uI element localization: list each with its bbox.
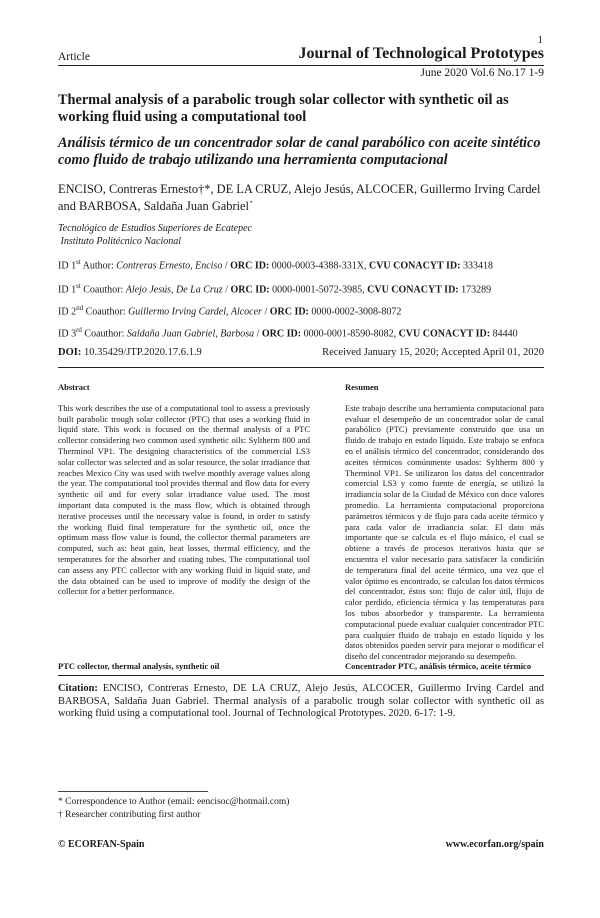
orc-label: ORC ID: xyxy=(269,306,309,318)
section-rule xyxy=(58,367,544,368)
orc-id: 0000-0001-5072-3985 xyxy=(272,284,363,296)
id-role: Coauthor: xyxy=(80,284,126,296)
id-name: Guillermo Irving Cardel, Alcocer xyxy=(128,306,262,318)
resumen-heading: Resumen xyxy=(345,382,379,392)
section-label: Article xyxy=(58,51,90,63)
cvu-label: CVU CONACYT ID: xyxy=(368,260,461,272)
affiliation-2: Instituto Politécnico Nacional xyxy=(58,235,182,247)
id-role: Coauthor: xyxy=(81,328,127,340)
footnote-correspondence: * Correspondence to Author (email: eencisoc@hotmail.com) xyxy=(58,797,290,807)
cvu-id: 173289 xyxy=(461,284,492,296)
doi-value: 10.35429/JTP.2020.17.6.1.9 xyxy=(83,347,202,358)
affiliations xyxy=(58,223,252,248)
resumen-column xyxy=(345,382,544,662)
doi-label: DOI: xyxy=(58,347,82,358)
footnote-researcher: † Researcher contributing first author xyxy=(58,810,201,820)
abstract-column xyxy=(58,382,310,597)
cvu-id: 333418 xyxy=(462,260,493,272)
doi-line xyxy=(58,347,202,358)
id-ordinal-suffix: nd xyxy=(76,304,84,312)
id-ordinal-suffix: st xyxy=(76,258,81,266)
id-role: Coauthor: xyxy=(83,306,129,318)
orc-id: 0000-0001-8590-8082 xyxy=(303,328,394,340)
id-line: ID 2nd Coauthor: Guillermo Irving Cardel, Alcocer / ORC ID: 0000-0002-3008-8072 xyxy=(58,304,402,318)
citation-block xyxy=(58,683,547,721)
keywords-rule xyxy=(58,675,544,676)
orc-id: 0000-0003-4388-331X xyxy=(271,260,364,272)
id-ordinal-suffix: rd xyxy=(76,326,82,334)
keywords-spanish: Concentrador PTC, análisis térmico, aceite térmico xyxy=(345,661,532,671)
cvu-label: CVU CONACYT ID: xyxy=(398,328,491,340)
cvu-id: 84440 xyxy=(492,328,518,340)
title-spanish: Análisis térmico de un concentrador solar de canal parabólico con aceite sintético como fluido de trabajo utilizando una herramienta computacional xyxy=(58,135,541,168)
id-ordinal: 1 xyxy=(71,260,77,272)
orc-id: 0000-0002-3008-8072 xyxy=(311,306,402,318)
footnote-rule xyxy=(58,791,208,792)
website-link[interactable]: www.ecorfan.org/spain xyxy=(445,839,544,850)
orc-label: ORC ID: xyxy=(230,260,270,272)
received-dates: Received January 15, 2020; Accepted April 01, 2020 xyxy=(322,347,544,358)
orc-label: ORC ID: xyxy=(230,284,270,296)
page-number: 1 xyxy=(537,34,543,46)
journal-name: Journal of Technological Prototypes xyxy=(298,45,544,62)
id-ordinal: 3 xyxy=(71,328,77,340)
id-name: Saldaña Juan Gabriel, Barbosa xyxy=(126,328,255,340)
orc-label: ORC ID: xyxy=(261,328,302,340)
id-role: Author: xyxy=(80,260,117,272)
id-line: ID 3rd Coauthor: Saldaña Juan Gabriel, Barbosa / ORC ID: 0000-0001-8590-8082, CVU CONACYT ID: 84440 xyxy=(58,326,518,340)
abstract-heading: Abstract xyxy=(58,382,90,392)
id-ordinal: 2 xyxy=(71,306,77,318)
id-ordinal: 1 xyxy=(71,284,77,296)
cvu-label: CVU CONACYT ID: xyxy=(367,284,459,296)
id-name: Contreras Ernesto, Enciso xyxy=(116,260,223,272)
affiliation-1: Tecnológico de Estudios Superiores de Ecatepec xyxy=(58,223,252,234)
author-list: ENCISO, Contreras Ernesto†*, DE LA CRUZ, Alejo Jesús, ALCOCER, Guillermo Irving Cardel and BARBOSA, Saldaña Juan Gabriel´ xyxy=(58,182,541,213)
citation-label: Citation: xyxy=(58,683,98,694)
citation-text: ENCISO, Contreras Ernesto, DE LA CRUZ, Alejo Jesús, ALCOCER, Guillermo Irving Cardel and BARBOSA, Saldaña Juan Gabriel. Thermal analysis of a parabolic trough solar collector with synthetic oil as working fluid using a computational tool. Journal of Technological Prototypes. 2020. 6-17: 1-9. xyxy=(58,683,547,720)
issue-info: June 2020 Vol.6 No.17 1-9 xyxy=(420,67,544,79)
resumen-text: Este trabajo describe una herramienta computacional para evaluar el desempeño de un concentrador solar de canal parabólico (PTC) previamente construido que usa un fluido de trabajo en estado líquido. Este trabajo se enfoca en el análisis térmico del concentrador, considerando dos aceites térmicos comúnmente usados: Syltherm 800 y Therminol VP1. Se utilizaron los datos del concentrador comercial LS3 y como fuente de energía, se utilizó la irradiancia solar de la Ciudad de México con doce valores promedio. La herramienta computacional proporciona parámetros térmicos y de flujo para cada aceite térmico y para cada valor de irradiancia solar. El dato más importante que se calcula es el flujo másico, el cual se obtiene a través de procesos iterativos hasta que se encuentra el valor necesario para satisfacer la condición de temperatura final del aceite térmico, una vez que el valor óptimo es encontrado, se calculan los datos térmicos del concentrador, éstos son: flujo de calor útil, flujo de calor perdido, eficiencia térmica y las temperaturas para los tubos absorbedor y transparente. La herramienta computacional puede evaluar cualquier concentrador PTC para cualquier fluido de trabajo en estado líquido y los datos obtenidos pueden servir para mejorar o modificar el diseño del concentrador mejorando su desempeño. xyxy=(345,402,544,662)
header-rule xyxy=(58,65,544,66)
title-english: Thermal analysis of a parabolic trough solar collector with synthetic oil as working fluid using a computational tool xyxy=(58,92,509,125)
id-line: ID 1st Author: Contreras Ernesto, Enciso / ORC ID: 0000-0003-4388-331X, CVU CONACYT ID: 333418 xyxy=(58,258,493,272)
copyright: © ECORFAN-Spain xyxy=(58,839,145,850)
abstract-text: This work describes the use of a computational tool to assess a previously built parabolic trough solar collector (PTC) that uses a working fluid in liquid state. This work is focused on the thermal analysis of a PTC collector considering two common used synthetic oils: Syltherm 800 and Therminol VP1. The designing characteristics of the commercial LS3 solar collector was selected and as solar resource, the solar irradiance that reaches Mexico City was used with twelve monthly average values along the year. The computational tool provides thermal and flow data for every synthetic oil and for every solar irradiance value used. The most important data computed is the mass flow, which is obtained through iterative processes until the necessary value is found, in order to satisfy the working fluid final temperature for the synthetic oil, once the optimum mass flow value is found, the collector thermal parameters are computed, such as: heat gain, heat losses, thermal efficiency, and the temperatures for the absorber and coating tubes. The computational tool can assess any PTC collector with any working fluid in liquid state, and the data obtained can be used to improve of modify the design of the collector for a better performance. xyxy=(58,402,310,597)
id-ordinal-suffix: st xyxy=(76,282,81,290)
keywords-english: PTC collector, thermal analysis, synthetic oil xyxy=(58,661,220,671)
id-line: ID 1st Coauthor: Alejo Jesús, De La Cruz / ORC ID: 0000-0001-5072-3985, CVU CONACYT ID: 173289 xyxy=(58,282,492,296)
id-name: Alejo Jesús, De La Cruz xyxy=(125,284,223,296)
